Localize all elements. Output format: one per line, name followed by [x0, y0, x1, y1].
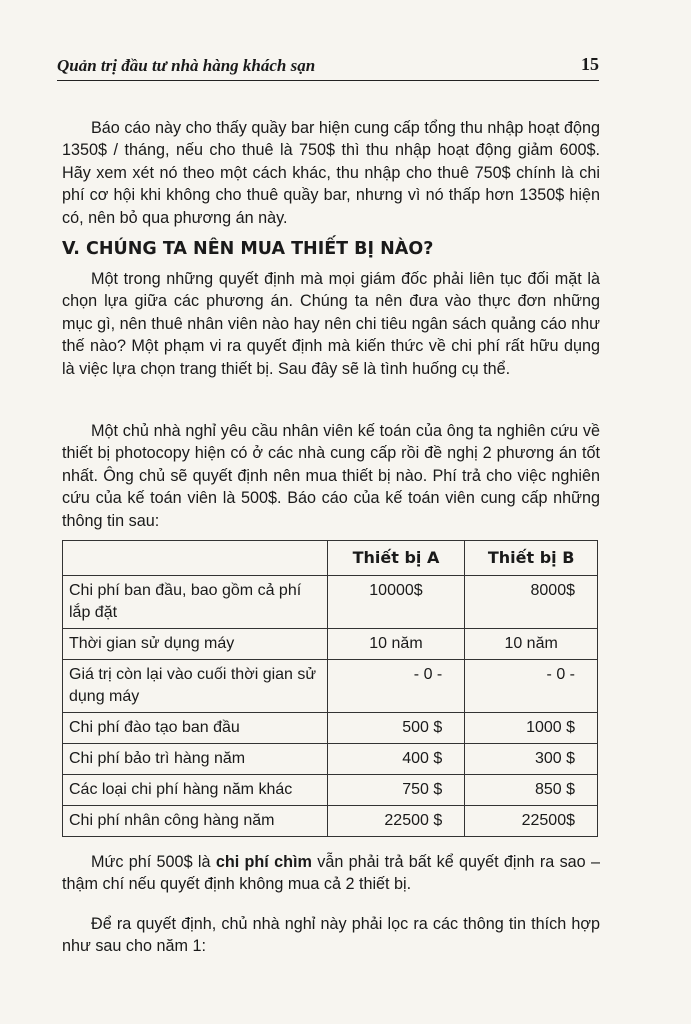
- table-header-row: [63, 541, 598, 576]
- row-label: Chi phí nhân công hàng năm: [63, 806, 328, 837]
- row-value-a: 400 $: [327, 744, 465, 775]
- section-heading: V. CHÚNG TA NÊN MUA THIẾT BỊ NÀO?: [62, 239, 434, 259]
- page-number: 15: [581, 54, 599, 74]
- row-value-b: 22500$: [465, 806, 598, 837]
- row-value-a: 500 $: [327, 713, 465, 744]
- row-value-b: 8000$: [465, 576, 598, 629]
- table-row: [63, 713, 598, 744]
- row-value-b: 300 $: [465, 744, 598, 775]
- paragraph-decisions-text: Một trong những quyết định mà mọi giám đốc phải liên tục đối mặt là chọn lựa giữa các phương án. Chúng ta nên đưa vào thực đơn những mục gì, nên thuê nhân viên nào hay nên chi tiêu ngân sách quảng cáo như thế nào? Một phạm vi ra quyết định mà kiến thức về chi phí rất hữu dụng là việc lựa chọn trang thiết bị. Sau đây sẽ là tình huống cụ thể.: [62, 270, 600, 378]
- row-label: Chi phí bảo trì hàng năm: [63, 744, 328, 775]
- paragraph-sunk-cost: [62, 851, 600, 896]
- row-label: Các loại chi phí hàng năm khác: [63, 775, 328, 806]
- row-value-b: 850 $: [465, 775, 598, 806]
- row-label: Chi phí đào tạo ban đầu: [63, 713, 328, 744]
- table-header-blank: [63, 541, 328, 576]
- row-value-a: - 0 -: [327, 660, 465, 713]
- table-row: [63, 806, 598, 837]
- row-label: Giá trị còn lại vào cuối thời gian sử dụng máy: [63, 660, 328, 713]
- table-row: [63, 775, 598, 806]
- sunk-cost-lead: Mức phí 500$ là: [91, 853, 216, 871]
- row-value-a: 22500 $: [327, 806, 465, 837]
- table-header-equipment-a: Thiết bị A: [327, 541, 465, 576]
- row-value-b: 1000 $: [465, 713, 598, 744]
- row-value-b: - 0 -: [465, 660, 598, 713]
- running-title: Quản trị đầu tư nhà hàng khách sạn: [57, 56, 316, 75]
- equipment-comparison-table: [62, 540, 598, 837]
- row-value-b: 10 năm: [465, 629, 598, 660]
- paragraph-final-text: Để ra quyết định, chủ nhà nghỉ này phải lọc ra các thông tin thích hợp như sau cho năm 1:: [62, 915, 600, 956]
- row-value-a: 10 năm: [327, 629, 465, 660]
- running-header: [57, 54, 599, 81]
- sunk-cost-term: chi phí chìm: [215, 853, 312, 871]
- paragraph-case-text: Một chủ nhà nghỉ yêu cầu nhân viên kế toán của ông ta nghiên cứu về thiết bị photocopy hiện có ở các nhà cung cấp rồi đề nghị 2 phương án tốt nhất. Ông chủ sẽ quyết định nên mua thiết bị nào. Phí trả cho việc nghiên cứu của kế toán viên là 500$. Báo cáo của kế toán viên cung cấp những thông tin sau:: [62, 422, 600, 530]
- paragraph-decisions: [62, 268, 600, 380]
- paragraph-intro-text: Báo cáo này cho thấy quầy bar hiện cung cấp tổng thu nhập hoạt động 1350$ / tháng, nếu cho thuê là 750$ thì thu nhập hoạt động giảm 600$. Hãy xem xét nó theo một cách khác, thu nhập cho thuê 750$ chính là chi phí cơ hội khi không cho thuê quầy bar, nhưng vì nó thấp hơn 1350$ hiện có, nên bỏ qua phương án này.: [62, 119, 600, 227]
- paragraph-intro: [62, 117, 600, 229]
- row-label: Thời gian sử dụng máy: [63, 629, 328, 660]
- paragraph-final: [62, 913, 600, 958]
- row-label: Chi phí ban đầu, bao gồm cả phí lắp đặt: [63, 576, 328, 629]
- row-value-a: 750 $: [327, 775, 465, 806]
- table-row: [63, 576, 598, 629]
- row-value-a: 10000$: [327, 576, 465, 629]
- paragraph-case: [62, 420, 600, 532]
- paragraph-sunk-cost-text: [62, 851, 600, 896]
- table-row: [63, 629, 598, 660]
- table-row: [63, 660, 598, 713]
- table-row: [63, 744, 598, 775]
- sunk-cost-rest: vẫn phải trả bất kể quyết định ra sao – thậm chí nếu quyết định không mua cả 2 thiết bị.: [62, 853, 600, 894]
- table-header-equipment-b: Thiết bị B: [465, 541, 598, 576]
